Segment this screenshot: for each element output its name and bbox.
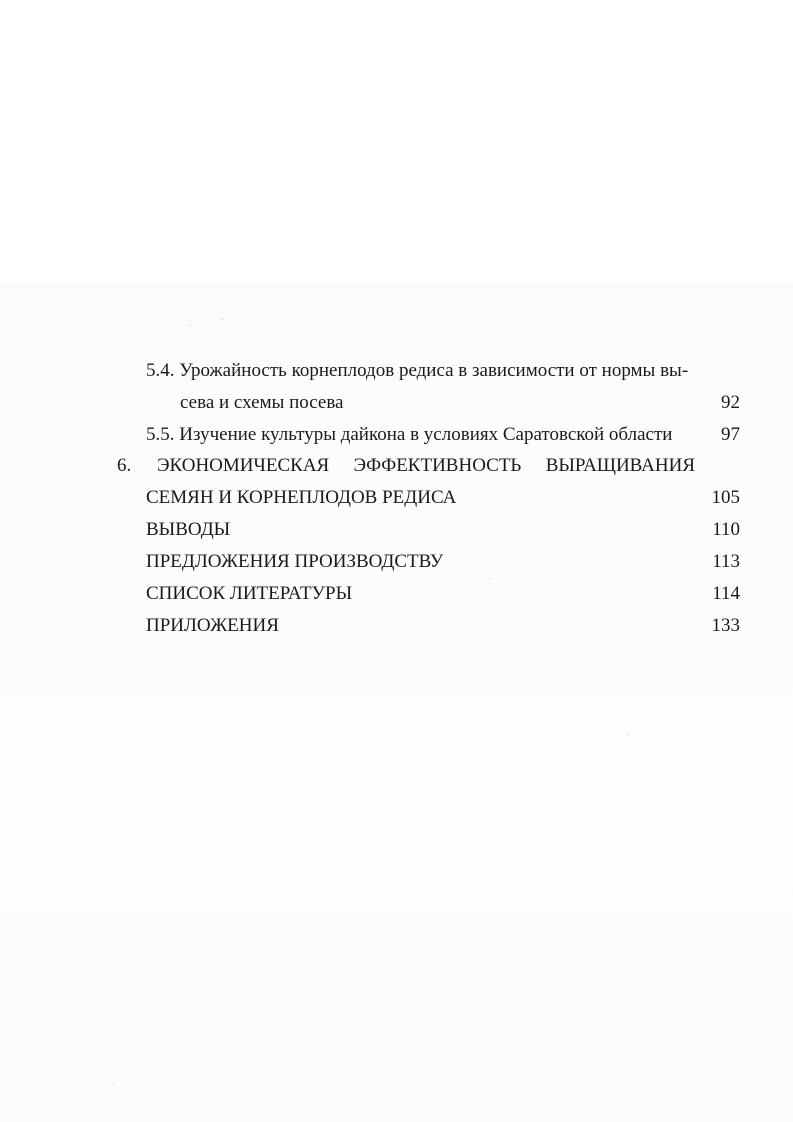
toc-page-proposals: 113 bbox=[712, 551, 740, 572]
scan-background bbox=[0, 282, 793, 1122]
toc-entry-5-4-line2: сева и схемы посева bbox=[180, 392, 344, 413]
toc-entry-proposals: ПРЕДЛОЖЕНИЯ ПРОИЗВОДСТВУ bbox=[146, 551, 444, 572]
toc-entry-6-word-3: ВЫРАЩИВАНИЯ bbox=[545, 455, 695, 476]
scan-speck bbox=[628, 734, 629, 735]
toc-entry-6-line2: СЕМЯН И КОРНЕПЛОДОВ РЕДИСА bbox=[146, 487, 457, 508]
toc-page-appendices: 133 bbox=[711, 615, 740, 636]
toc-entry-6-line1 bbox=[157, 454, 695, 478]
toc-entry-5-5: 5.5. Изучение культуры дайкона в условиях Саратовской области bbox=[146, 424, 673, 445]
toc-entry-references: СПИСОК ЛИТЕРАТУРЫ bbox=[146, 583, 353, 604]
scan-speck bbox=[222, 319, 223, 320]
toc-entry-6-number: 6. bbox=[117, 455, 132, 476]
toc-entry-6-word-2: ЭФФЕКТИВНОСТЬ bbox=[353, 455, 522, 476]
toc-entry-conclusions: ВЫВОДЫ bbox=[146, 519, 231, 540]
toc-page-references: 114 bbox=[712, 583, 740, 604]
toc-page-6: 105 bbox=[711, 487, 740, 508]
toc-entry-6-word-1: ЭКОНОМИЧЕСКАЯ bbox=[157, 455, 330, 476]
scan-speck bbox=[490, 578, 491, 579]
toc-entry-5-4-line1: 5.4. Урожайность корнеплодов редиса в зависимости от нормы вы- bbox=[146, 360, 689, 381]
toc-entry-appendices: ПРИЛОЖЕНИЯ bbox=[146, 615, 279, 636]
toc-page-5-4: 92 bbox=[721, 392, 740, 413]
scan-speck bbox=[190, 325, 191, 326]
scan-speck bbox=[113, 1084, 114, 1085]
toc-page-conclusions: 110 bbox=[712, 519, 740, 540]
toc-page-5-5: 97 bbox=[721, 424, 740, 445]
